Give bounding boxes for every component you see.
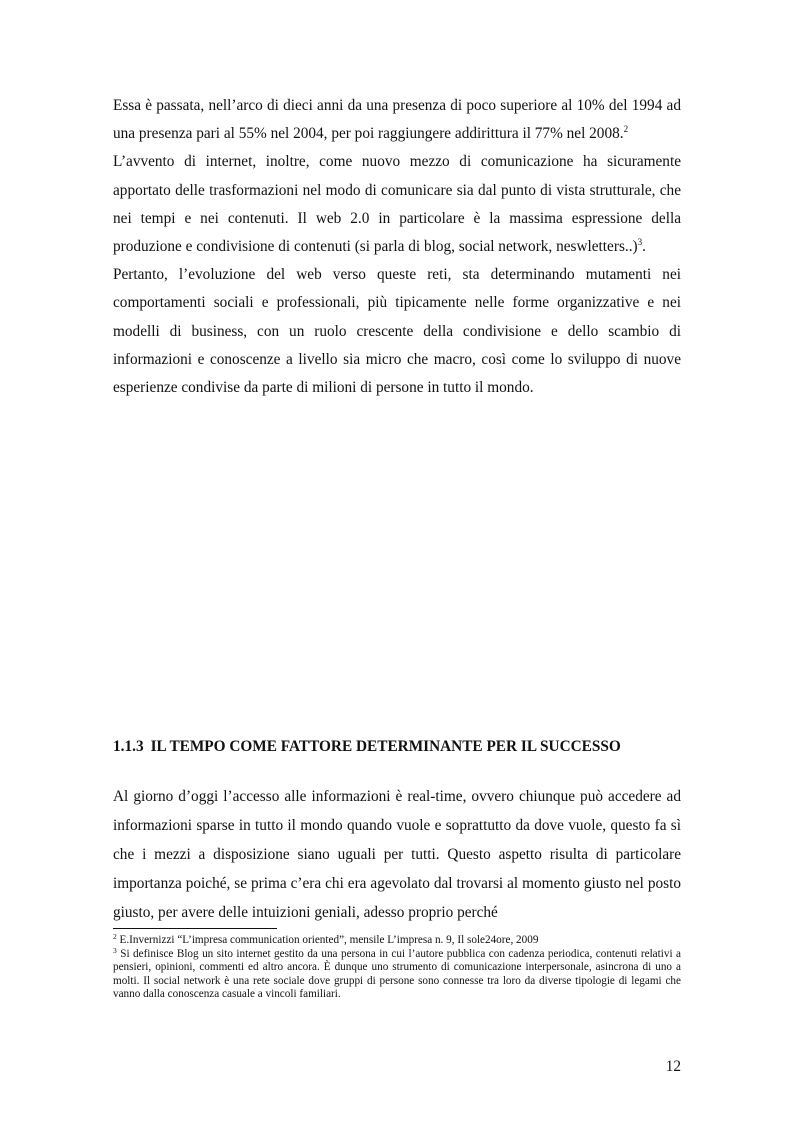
footnote-3: $^3$ Si definisce Blog un sito internet gestito da una persona in cui l’autore pubblica con cadenza periodica, contenuti relativi a pensieri, opinioni, commenti ed altro ancora. È dunque uno strumento di comunicazione interpersonale, asincrona di uno a molti. Il social network è una rete sociale dove gruppi di persone sono connesse tra loro da diverse tipologie di legami che vanno dalla conoscenza casuale a vincoli familiari. bbox=[113, 945, 681, 1001]
section-title: IL TEMPO COME FATTORE DETERMINANTE PER IL SUCCESSO bbox=[150, 738, 621, 755]
footnote-mark: 3 bbox=[113, 945, 117, 955]
page-number: 12 bbox=[665, 1058, 681, 1075]
paragraph-1: Essa è passata, nell’arco di dieci anni da una presenza di poco superiore al 10% del 1994 ad una presenza pari al 55% nel 2004, per poi raggiungere addirittura il 77% nel 2008.$^2$ bbox=[113, 97, 681, 143]
footnote-separator bbox=[113, 928, 277, 929]
paragraph-3: Pertanto, l’evoluzione del web verso queste reti, sta determinando mutamenti nei comportamenti sociali e professionali, più tipicamente nelle forme organizzative e nei modelli di business, con un ruolo crescente della condivisione e dello scambio di informazioni e conoscenze a livello sia micro che macro, così come lo sviluppo di nuove esperienze condivise da parte di milioni di persone in tutto il mondo. bbox=[113, 266, 681, 397]
section-number: 1.1.3 bbox=[113, 738, 144, 755]
footnote-ref-2[interactable]: 2 bbox=[623, 124, 629, 135]
section-body bbox=[113, 782, 681, 927]
section-paragraph: Al giorno d’oggi l’accesso alle informazioni è real-time, ovvero chiunque può accedere ad informazioni sparse in tutto il mondo quando vuole e soprattutto da dove vuole, questo fa sì che i mezzi a disposizione siano uguali per tutti. Questo aspetto risulta di particolare importanza poiché, se prima c’era chi era agevolato dal trovarsi al momento giusto nel posto giusto, per avere delle intuizioni geniali, adesso proprio perché bbox=[113, 788, 681, 921]
section-heading bbox=[113, 738, 681, 756]
footnote-2: $^2$ E.Invernizzi “L’impresa communication oriented”, mensile L’impresa n. 9, Il sole24ore, 2009 bbox=[113, 932, 539, 946]
footnote-ref-3[interactable]: 3 bbox=[637, 237, 643, 248]
footnote-mark: 2 bbox=[113, 932, 117, 941]
body-text bbox=[113, 92, 681, 402]
paragraph-2: L’avvento di internet, inoltre, come nuovo mezzo di comunicazione ha sicuramente apportato delle trasformazioni nel modo di comunicare sia dal punto di vista strutturale, che nei tempi e nei contenuti. Il web 2.0 in particolare è la massima espressione della produzione e condivisione di contenuti (si parla di blog, social network, neswletters..)$^3$. bbox=[113, 153, 681, 256]
footnotes bbox=[113, 934, 681, 1002]
